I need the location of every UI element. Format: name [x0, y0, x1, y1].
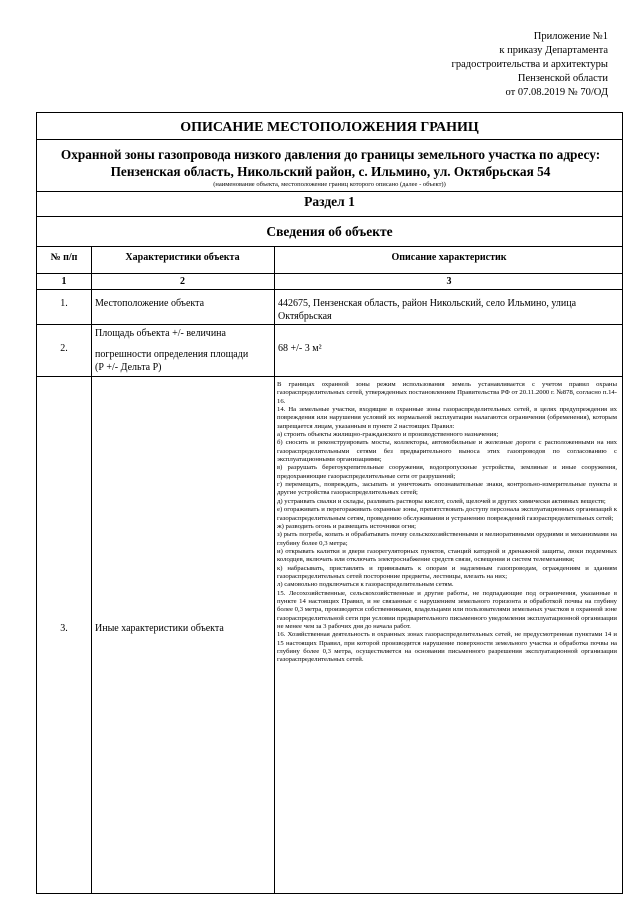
appendix-line: к приказу Департамента [499, 45, 608, 56]
divider [37, 191, 622, 192]
restrictions-paragraph: ж) разводить огонь и размещать источники огня; [277, 522, 416, 530]
object-note: (наименование объекта, местоположение границ которого описано (далее - объект)) [213, 181, 446, 188]
restrictions-paragraph: 14. На земельные участки, входящие в охранные зоны газораспределительных сетей, в целях предупреждения их повреждения или нарушения условий их нормальной эксплуатации налагаются ограничения (обременения), которым запрещается лицам, указанным в пункте 2 настоящих Правил: [277, 406, 617, 430]
restrictions-paragraph: г) перемещать, повреждать, засыпать и уничтожать опознавательные знаки, контрольно-измерительные пункты и другие устройства газораспределительных сетей; [277, 481, 617, 497]
appendix-line: от 07.08.2019 № 70/ОД [505, 87, 608, 98]
document-subtitle: Охранной зоны газопровода низкого давления до границы земельного участка по адресу: Пензенская область, Никольский район, с. Ильмино, ул. Октябрьская 54 [60, 147, 601, 179]
table-header-border [37, 273, 622, 274]
section-heading: Раздел 1 [304, 194, 355, 209]
restrictions-paragraph: в) разрушать берегоукрепительные сооружения, водопропускные устройства, земляные и иные сооружения, предохраняющие газораспределительные сети от разрушений; [277, 464, 617, 480]
divider [37, 139, 622, 140]
header-description: Описание характеристик [391, 252, 507, 263]
restrictions-paragraph: и) открывать калитки и двери газорегуляторных пунктов, станций катодной и дренажной защиты, люки подземных колодцев, включать или отключать электроснабжение средств связи, освещения и систем телемеханики; [277, 547, 617, 564]
table-row-border [37, 324, 622, 325]
colnum-2: 2 [180, 276, 185, 287]
row-description: 442675, Пензенская область, район Никольский, село Ильмино, улица Октябрьская [278, 298, 577, 322]
table-row-border [37, 376, 622, 377]
row-characteristic-line2: погрешности определения площади (Р +/- Дельта Р) [95, 349, 249, 373]
table-column-divider [91, 246, 92, 893]
restrictions-paragraph: д) устраивать свалки и склады, разливать растворы кислот, солей, щелочей и других химически активных веществ; [277, 497, 606, 505]
restrictions-paragraph: л) самовольно подключаться к газораспределительным сетям. [277, 581, 454, 589]
restrictions-paragraph: б) сносить и реконструировать мосты, коллекторы, автомобильные и железные дороги с расположенными на них газораспределительными сетями без предварительного выноса этих газопроводов по согласованию с эксплуатационными организациями; [277, 439, 617, 464]
section-title: Сведения об объекте [266, 224, 393, 239]
appendix-line: Приложение №1 [533, 31, 608, 42]
restrictions-paragraph: 16. Хозяйственная деятельность в охранных зонах газораспределительных сетей, не предусмотренная пунктами 14 и 15 настоящих Правил, при которой производится нарушение поверхности земельного участка и обработка почвы на глубину более 0,3 метра, осуществляется на основании письменного разрешения эксплуатационной организации газораспределительных сетей. [277, 631, 617, 664]
appendix-header [388, 30, 608, 100]
appendix-line: градостроительства и архитектуры [451, 59, 608, 70]
colnum-3: 3 [446, 276, 452, 287]
row-characteristic-line1: Площадь объекта +/- величина [95, 328, 226, 339]
document-frame [36, 112, 623, 894]
restrictions-paragraph: В границах охранной зоны режим использования земель устанавливается с учетом правил охраны газораспределительных сетей, утвержденных постановлением Правительства РФ от 20.11.2000 г. №878, согласно п.14-16. [277, 381, 617, 405]
restrictions-paragraph: е) огораживать и перегораживать охранные зоны, препятствовать доступу персонала эксплуатационных организаций к газораспределительным сетям, проведению обслуживания и устранению повреждений газораспределительных сетей; [277, 506, 617, 522]
table-colnum-border [37, 289, 622, 290]
row-num: 1. [60, 298, 68, 309]
restrictions-paragraph: з) рыть погреба, копать и обрабатывать почву сельскохозяйственными и мелиоративными орудиями и механизмами на глубину более 0,3 метра; [277, 531, 617, 547]
row-num: 3. [60, 623, 68, 634]
row-characteristic: Местоположение объекта [95, 298, 205, 309]
colnum-1: 1 [61, 276, 67, 287]
document-title: ОПИСАНИЕ МЕСТОПОЛОЖЕНИЯ ГРАНИЦ [180, 120, 479, 135]
restrictions-text [277, 381, 617, 665]
divider [37, 216, 622, 217]
appendix-line: Пензенской области [517, 73, 608, 84]
restrictions-paragraph: к) набрасывать, приставлять и привязывать к опорам и надземным газопроводам, ограждениям и зданиям газораспределительных сетей посторонние предметы, лестницы, влезать на них; [277, 564, 617, 580]
row-description: 68 +/- 3 м² [278, 343, 322, 354]
restrictions-paragraph: 15. Лесохозяйственные, сельскохозяйственные и другие работы, не подпадающие под ограничения, указанные в пункте 14 настоящих Правил, и не связанные с нарушением земельного горизонта и обработкой почвы на глубину более 0,3 метра, производятся собственниками, владельцами или пользователями земельных участков в охранной зоне газораспределительной сети при условии предварительного письменного уведомления эксплуатационной организации не менее чем за 3 рабочих дня до начала работ. [277, 589, 617, 630]
row-num: 2. [60, 343, 68, 354]
header-num: № п/п [50, 252, 78, 263]
table-top-border [37, 246, 622, 247]
row-characteristic: Иные характеристики объекта [95, 623, 224, 634]
header-characteristic: Характеристики объекта [125, 252, 240, 263]
table-column-divider [274, 246, 275, 893]
restrictions-paragraph: а) строить объекты жилищно-гражданского и производственного назначения; [277, 431, 499, 439]
